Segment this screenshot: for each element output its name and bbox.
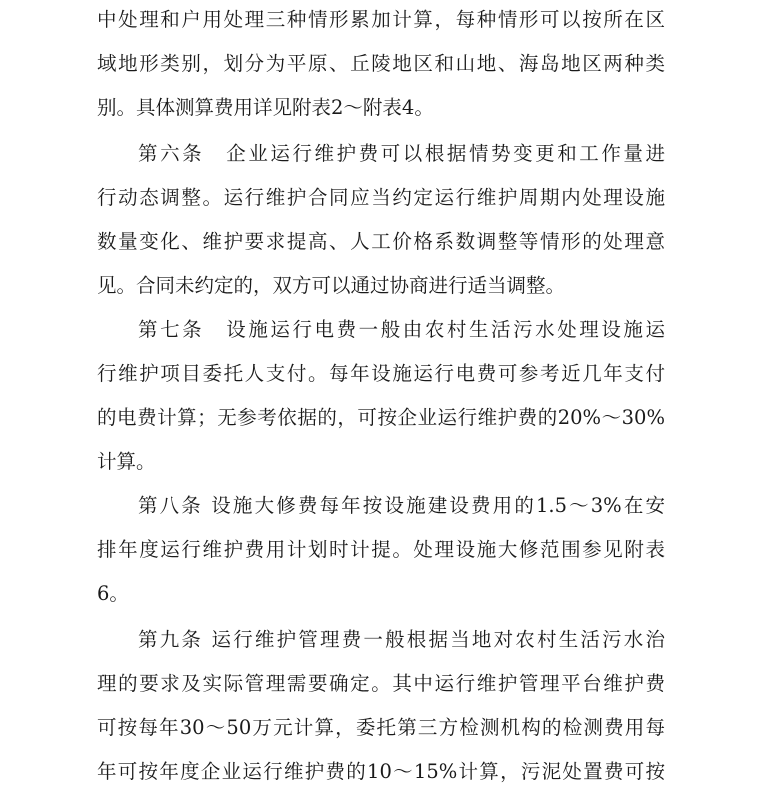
text-line: 6。 bbox=[97, 582, 129, 605]
article-6-heading-line: 第六条 企业运行维护费可以根据情势变更和工作量进 bbox=[138, 142, 665, 165]
text-line: 理的要求及实际管理需要确定。其中运行维护管理平台维护费 bbox=[97, 672, 665, 695]
text-line: 中处理和户用处理三种情形累加计算，每种情形可以按所在区 bbox=[97, 8, 665, 31]
text-line: 别。具体测算费用详见附表2～附表4。 bbox=[97, 96, 434, 119]
text-line: 见。合同未约定的，双方可以通过协商进行适当调整。 bbox=[97, 274, 566, 297]
text-line: 可按每年30～50万元计算，委托第三方检测机构的检测费用每 bbox=[97, 716, 665, 739]
text-line: 计算。 bbox=[97, 450, 156, 473]
text-line: 排年度运行维护费用计划时计提。处理设施大修范围参见附表 bbox=[97, 538, 665, 561]
text-line: 域地形类别，划分为平原、丘陵地区和山地、海岛地区两种类 bbox=[97, 52, 665, 75]
text-line: 行维护项目委托人支付。每年设施运行电费可参考近几年支付 bbox=[97, 362, 665, 385]
article-9-heading-line: 第九条 运行维护管理费一般根据当地对农村生活污水治 bbox=[138, 628, 665, 651]
text-line: 的电费计算；无参考依据的，可按企业运行维护费的20%～30% bbox=[97, 406, 665, 429]
article-8-heading-line: 第八条 设施大修费每年按设施建设费用的1.5～3%在安 bbox=[138, 494, 665, 517]
text-line: 年可按年度企业运行维护费的10～15%计算，污泥处置费可按 bbox=[97, 760, 665, 783]
article-7-heading-line: 第七条 设施运行电费一般由农村生活污水处理设施运 bbox=[138, 318, 665, 341]
text-line: 行动态调整。运行维护合同应当约定运行维护周期内处理设施 bbox=[97, 186, 665, 209]
text-line: 数量变化、维护要求提高、人工价格系数调整等情形的处理意 bbox=[97, 230, 665, 253]
